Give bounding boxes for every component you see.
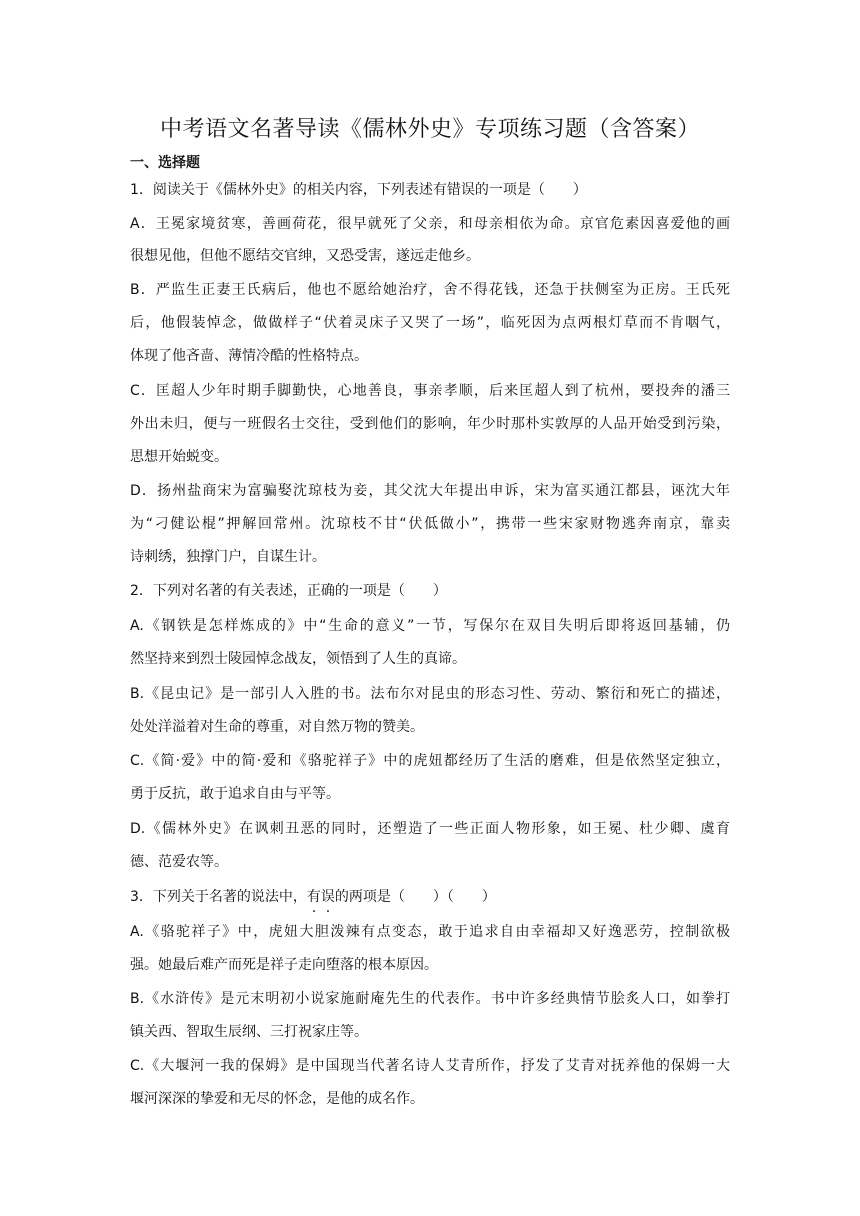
section-heading: 一、选择题 <box>130 155 200 171</box>
question-1-option-d-line: D．扬州盐商宋为富骗娶沈琼枝为妾，其父沈大年提出申诉，宋为富买通江都县，诬沈大年 <box>130 483 730 499</box>
question-1-option-b-line: 体现了他吝啬、薄情冷酷的性格特点。 <box>130 348 368 364</box>
question-1-option-d-line: 诗刺绣，独撑门户，自谋生计。 <box>130 549 326 565</box>
question-3-option-b-line: B.《水浒传》是元末明初小说家施耐庵先生的代表作。书中许多经典情节脍炙人口，如拳打 <box>130 991 730 1007</box>
question-2-option-b-line: B.《昆虫记》是一部引人入胜的书。法布尔对昆虫的形态习性、劳动、繁衍和死亡的描述， <box>130 686 730 702</box>
question-1-option-c-line: C．匡超人少年时期手脚勤快，心地善良，事亲孝顺，后来匡超人到了杭州，要投奔的潘三 <box>130 383 730 399</box>
question-2-option-a-line: 然坚持来到烈士陵园悼念战友，领悟到了人生的真谛。 <box>130 651 466 667</box>
emphasis-dot-char: 误 <box>320 889 335 905</box>
question-3-option-b-line: 镇关西、智取生辰纲、三打祝家庄等。 <box>130 1024 368 1040</box>
emphasis-dot-char: 有 <box>306 889 321 905</box>
question-1-option-a-line: 很想见他，但他不愿结交官绅，又恐受害，遂远走他乡。 <box>130 248 480 264</box>
question-3-stem-prefix: 3．下列关于名著的说法中， <box>130 889 307 905</box>
question-3-stem-suffix: 的两项是（ ）（ ） <box>334 889 496 905</box>
question-3-option-c-line: 堰河深深的挚爱和无尽的怀念，是他的成名作。 <box>130 1091 424 1107</box>
question-1-option-b-line: 后，他假装悼念，做做样子“伏着灵床子又哭了一场”，临死因为点两根灯草而不肯咽气， <box>130 315 730 331</box>
question-3-stem <box>130 887 730 907</box>
page-title: 中考语文名著导读《儒林外史》专项练习题（含答案） <box>159 117 700 142</box>
question-1-stem: 1．阅读关于《儒林外史》的相关内容，下列表述有错误的一项是（ ） <box>130 182 587 198</box>
question-1-option-c-line: 外出未归，便与一班假名士交往，受到他们的影响，年少时那朴实敦厚的人品开始受到污染， <box>130 416 730 432</box>
question-3-option-a-line: 强。她最后难产而死是祥子走向堕落的根本原因。 <box>130 957 438 973</box>
question-1-option-b-line: B．严监生正妻王氏病后，他也不愿给她治疗，舍不得花钱，还急于扶侧室为正房。王氏死 <box>130 282 730 298</box>
question-2-option-c-line: 勇于反抗，敢于追求自由与平等。 <box>130 786 340 802</box>
question-2-option-b-line: 处处洋溢着对生命的尊重，对自然万物的赞美。 <box>130 719 424 735</box>
question-1-option-c-line: 思想开始蜕变。 <box>130 449 228 465</box>
question-2-option-d-line: D.《儒林外史》在讽刺丑恶的同时，还塑造了一些正面人物形象，如王冕、杜少卿、虞育 <box>130 821 730 837</box>
question-2-stem: 2．下列对名著的有关表述，正确的一项是（ ） <box>130 583 447 599</box>
question-3-option-a-line: A.《骆驼祥子》中，虎妞大胆泼辣有点变态，敢于追求自由幸福却又好逸恶劳，控制欲极 <box>130 924 730 940</box>
question-3-option-c-line: C.《大堰河一我的保姆》是中国现当代著名诗人艾青所作，抒发了艾青对抚养他的保姆一大 <box>130 1058 730 1074</box>
question-2-option-c-line: C.《简·爱》中的简·爱和《骆驼祥子》中的虎妞都经历了生活的磨难，但是依然坚定独立， <box>130 753 730 769</box>
question-2-option-a-line: A.《钢铁是怎样炼成的》中“生命的意义”一节，写保尔在双目失明后即将返回基辅，仍 <box>130 618 730 634</box>
question-1-option-d-line: 为“刁健讼棍”押解回常州。沈琼枝不甘“伏低做小”，携带一些宋家财物逃奔南京，靠卖 <box>130 516 730 532</box>
question-2-option-d-line: 德、范爱农等。 <box>130 854 228 870</box>
question-1-option-a-line: A．王冕家境贫寒，善画荷花，很早就死了父亲，和母亲相依为命。京官危素因喜爱他的画 <box>130 216 730 232</box>
